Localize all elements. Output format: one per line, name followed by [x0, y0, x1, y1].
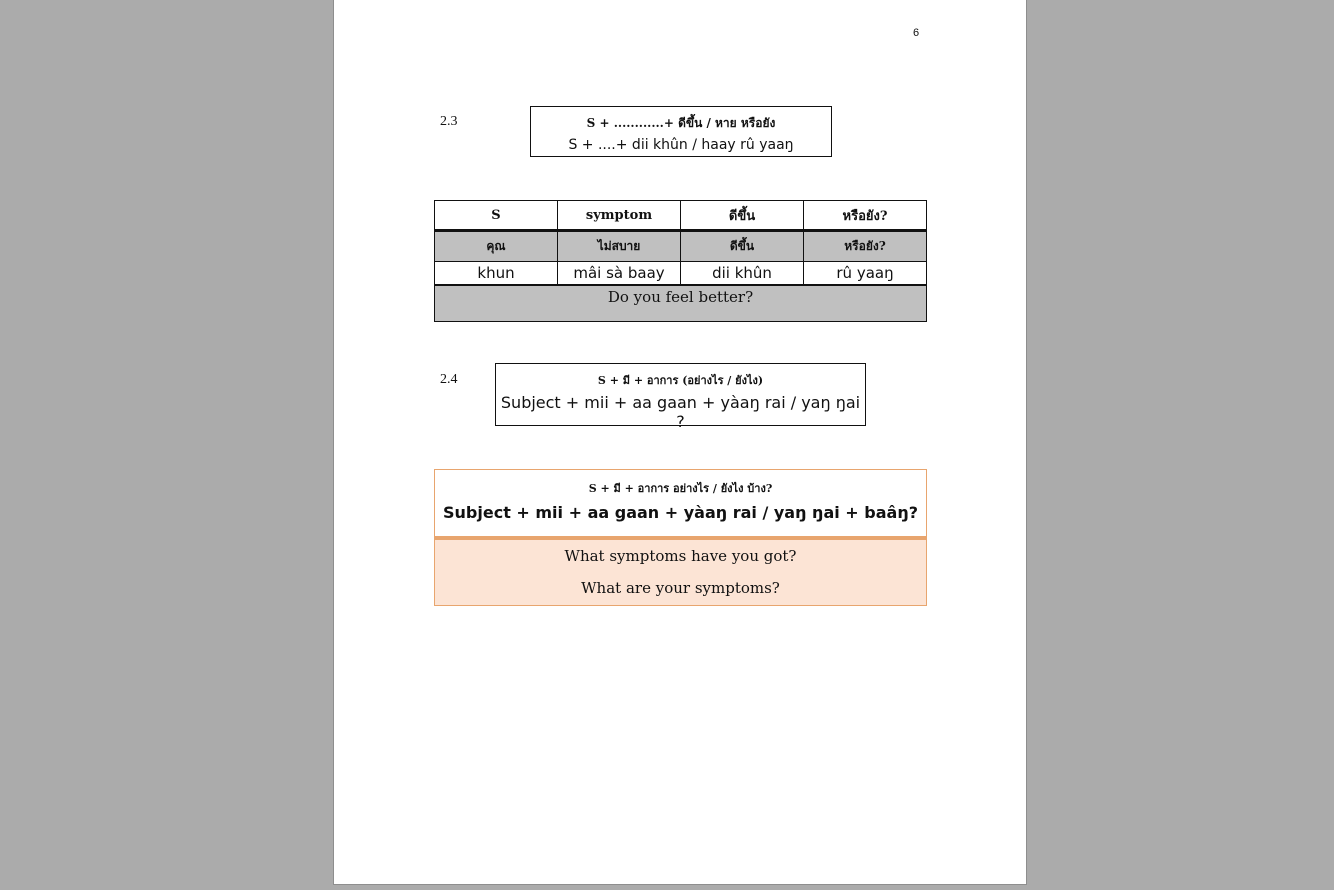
roman-pattern: S + ....+ dii khûn / haay rû yaaŋ	[568, 137, 794, 153]
translation-line: What symptoms have you got?	[564, 547, 797, 565]
table-cell: ไม่สบาย	[558, 231, 681, 262]
table-cell: khun	[435, 262, 558, 286]
highlight-box-pattern	[435, 470, 926, 540]
table-header-cell: หรือยัง?	[804, 201, 927, 231]
translation-cell: Do you feel better?	[435, 285, 927, 322]
pattern-box-2-4	[495, 363, 866, 431]
highlight-box	[434, 469, 927, 606]
translation-line: What are your symptoms?	[581, 579, 780, 597]
roman-pattern: Subject + mii + aa gaan + yàaŋ rai / yaŋ ŋai + baâŋ?	[443, 503, 918, 522]
section-number-2-4: 2.4	[440, 372, 458, 387]
table-cell: ดีขึ้น	[681, 231, 804, 262]
table-header-cell: S	[435, 201, 558, 231]
table-header-cell: symptom	[558, 201, 681, 231]
highlight-box-translations	[435, 540, 926, 605]
table-header-cell: ดีขึ้น	[681, 201, 804, 231]
document-page	[333, 0, 1027, 885]
thai-pattern: S + ............+ ดีขึ้น / หาย หรือยัง	[586, 116, 776, 130]
table-header-row	[435, 201, 927, 231]
pattern-box-2-3	[530, 106, 832, 157]
thai-pattern: S + มี + อาการ อย่างไร / ยังไง บ้าง?	[588, 482, 773, 495]
example-table	[434, 200, 927, 322]
table-cell: คุณ	[435, 231, 558, 262]
table-cell: dii khûn	[681, 262, 804, 286]
table-cell: หรือยัง?	[804, 231, 927, 262]
roman-pattern: Subject + mii + aa gaan + yàaŋ rai / yaŋ ŋai ?	[500, 393, 861, 431]
table-cell: rû yaaŋ	[804, 262, 927, 286]
table-row-thai	[435, 231, 927, 262]
table-row-roman	[435, 262, 927, 286]
table-row-translation	[435, 285, 927, 322]
table-cell: mâi sà baay	[558, 262, 681, 286]
section-number-2-3: 2.3	[440, 114, 458, 129]
page-number: 6	[913, 27, 920, 39]
thai-pattern: S + มี + อาการ (อย่างไร / ยังไง)	[597, 374, 764, 387]
